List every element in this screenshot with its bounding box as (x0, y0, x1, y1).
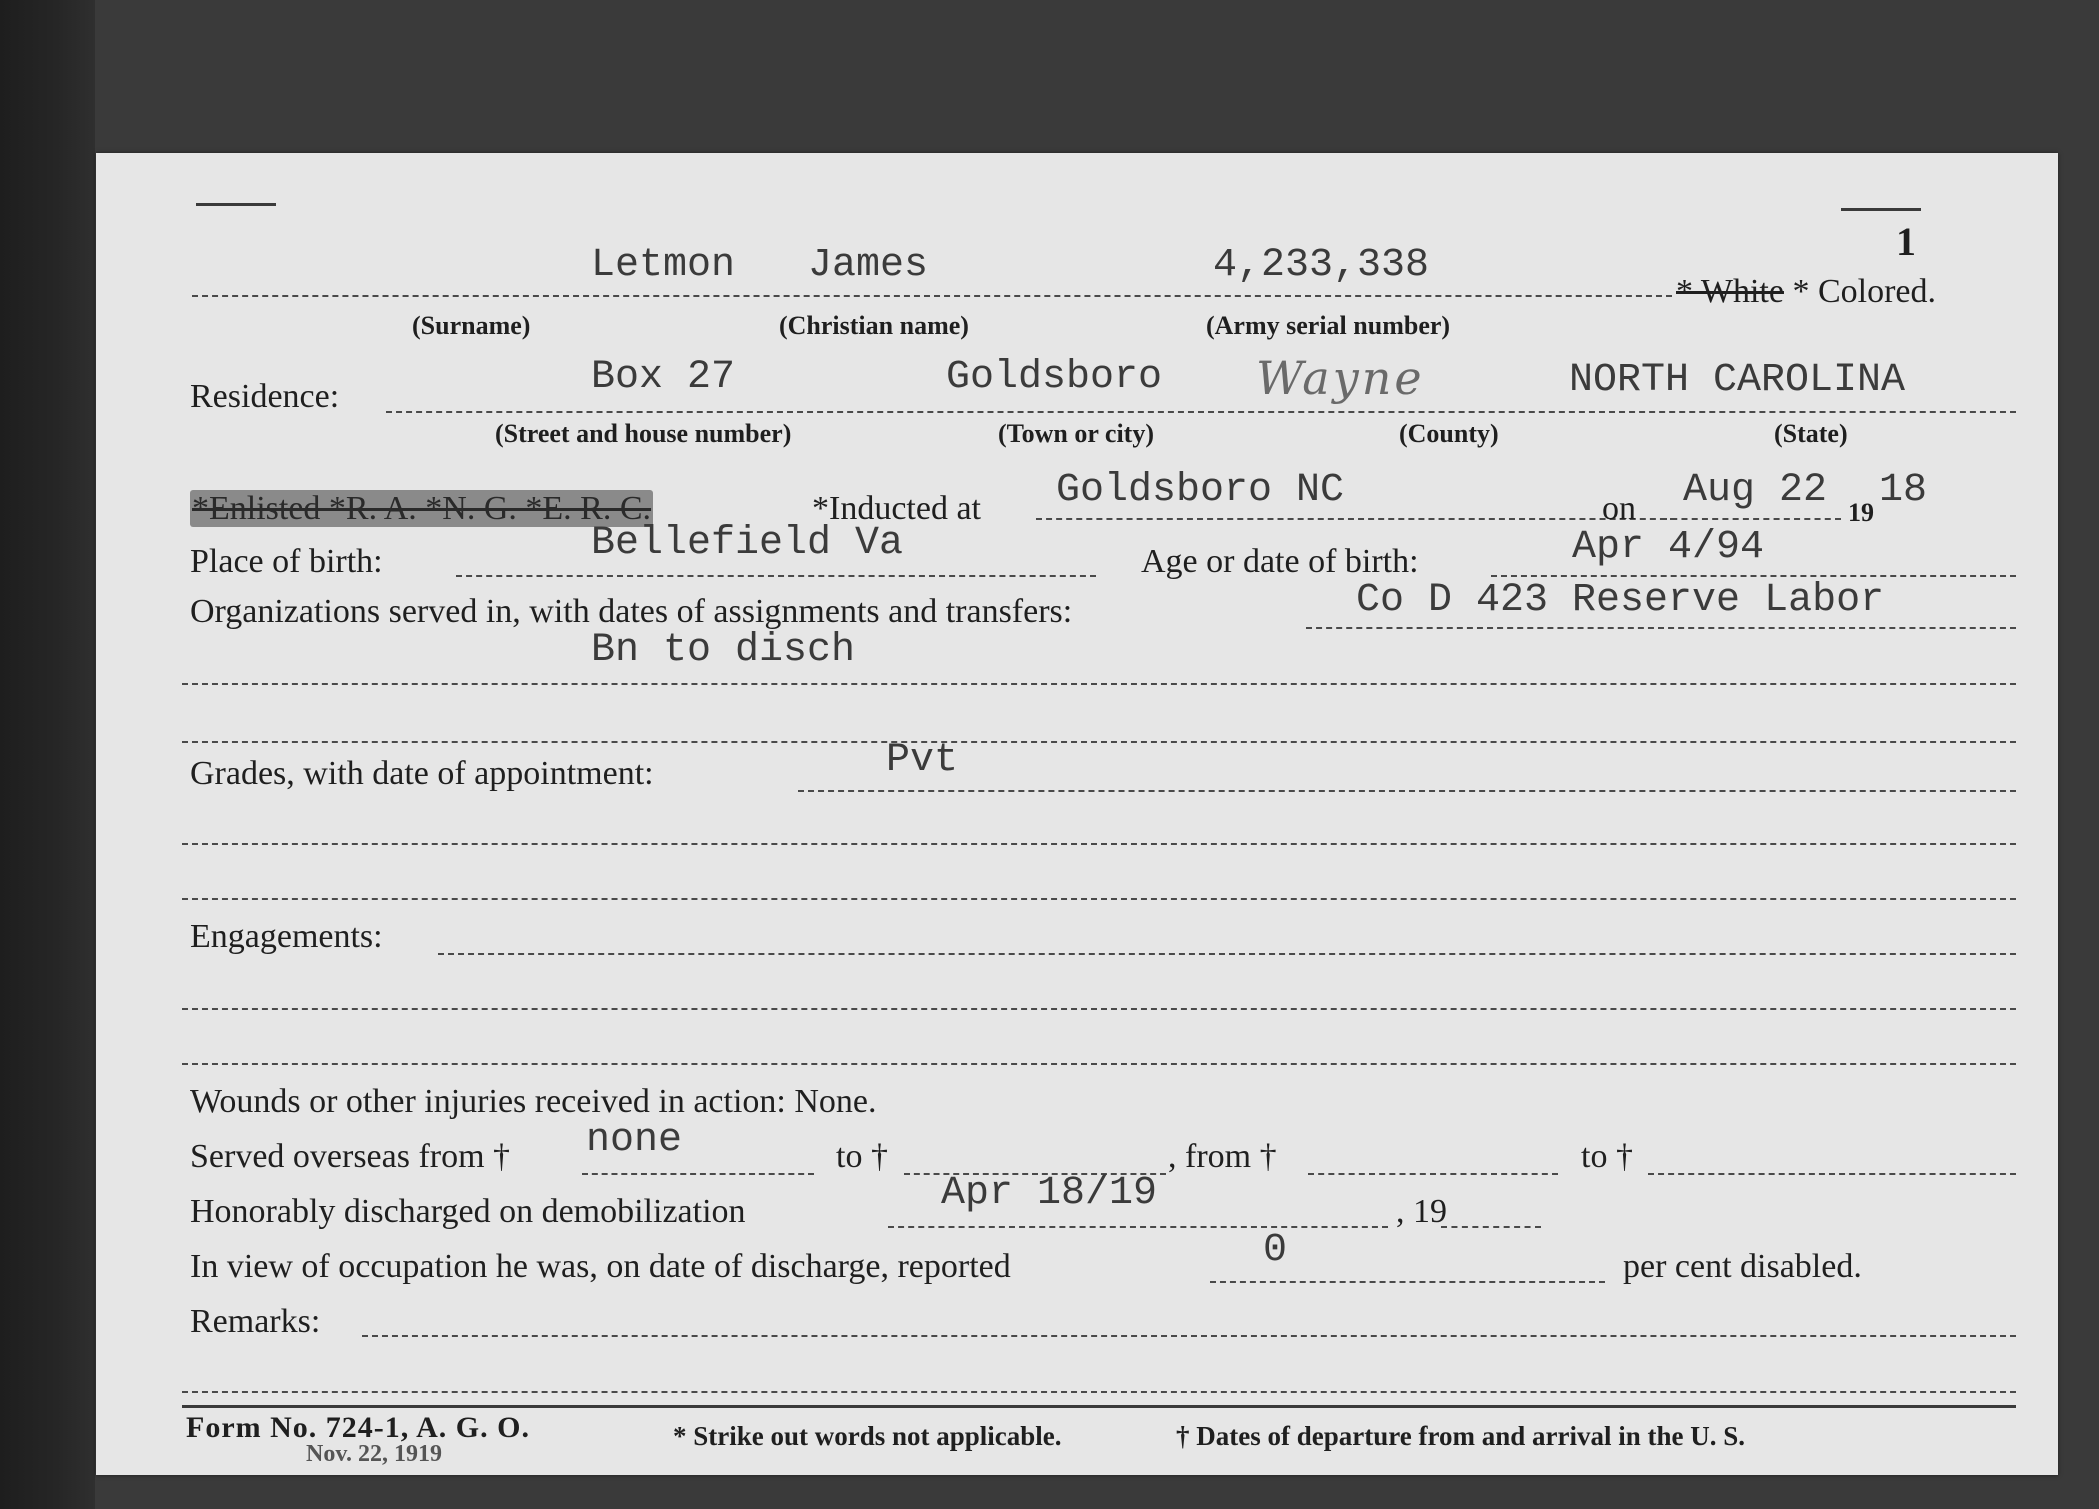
serial-caption: (Army serial number) (1206, 311, 1451, 340)
disability-label: In view of occupation he was, on date of discharge, reported (190, 1248, 1011, 1285)
overseas-label: Served overseas from † (190, 1138, 511, 1175)
disability-line (1210, 1281, 1605, 1283)
on-label: on (1602, 490, 1636, 527)
organizations-line-1 (1306, 627, 2016, 629)
birthplace-value: Bellefield Va (591, 521, 904, 566)
discharge-date-line (888, 1226, 1388, 1228)
inducted-year-value: 18 (1879, 468, 1928, 513)
footer-rule (182, 1405, 2016, 1408)
disability-value: 0 (1263, 1228, 1288, 1273)
discharge-date-value: Apr 18/19 (941, 1171, 1158, 1216)
age-label: Age or date of birth: (1141, 543, 1419, 580)
overseas-from-line (582, 1173, 814, 1175)
inducted-date-value: Aug 22 (1683, 468, 1828, 513)
organizations-label: Organizations served in, with dates of assignments and transfers: (190, 593, 1073, 630)
inducted-label: *Inducted at (812, 490, 981, 527)
remarks-line-1 (362, 1335, 2016, 1337)
surname-value: Letmon (591, 243, 736, 288)
overseas-from-value: none (586, 1118, 683, 1163)
disability-suffix: per cent disabled. (1623, 1248, 1862, 1285)
town-value: Goldsboro (946, 355, 1163, 400)
service-record-card (96, 153, 2058, 1475)
organizations-line-2 (182, 683, 2016, 685)
overseas-to-label: to † (836, 1138, 888, 1175)
grades-label: Grades, with date of appointment: (190, 755, 654, 792)
surname-caption: (Surname) (412, 311, 531, 340)
state-caption: (State) (1774, 419, 1848, 448)
residence-label: Residence: (190, 378, 340, 415)
christian-name-caption: (Christian name) (779, 311, 969, 340)
discharge-year-label: , 19 (1396, 1193, 1447, 1230)
grades-line-3 (182, 898, 2016, 900)
birth-date-line (1491, 575, 2016, 577)
wounds-text: Wounds or other injuries received in action: None. (190, 1083, 877, 1120)
birthplace-label: Place of birth: (190, 543, 383, 580)
overseas-from-line-2 (1308, 1173, 1558, 1175)
grades-line-1 (798, 790, 2016, 792)
organizations-line-3 (182, 741, 2016, 743)
form-number: Form No. 724-1, A. G. O. (186, 1411, 530, 1444)
county-caption: (County) (1399, 419, 1499, 448)
top-left-rule (196, 203, 276, 206)
top-right-rule (1841, 208, 1921, 211)
name-line (192, 295, 1672, 297)
inducted-date-line (1661, 518, 1841, 520)
engagements-line-1 (438, 953, 2016, 955)
inducted-place-value: Goldsboro NC (1056, 468, 1345, 513)
overseas-to-line-2 (1648, 1173, 2016, 1175)
year-prefix: 19 (1848, 498, 1874, 527)
organizations-value-2: Bn to disch (591, 628, 856, 673)
page-number: 1 (1896, 219, 1916, 264)
state-value: NORTH CAROLINA (1569, 358, 1906, 403)
remarks-label: Remarks: (190, 1303, 321, 1340)
serial-number-value: 4,233,338 (1213, 243, 1430, 288)
overseas-from-label-2: , from † (1168, 1138, 1277, 1175)
form-date: Nov. 22, 1919 (306, 1441, 443, 1467)
residence-line (386, 411, 2016, 413)
birth-date-value: Apr 4/94 (1572, 525, 1765, 570)
discharge-year-line (1441, 1226, 1541, 1228)
engagements-label: Engagements: (190, 918, 383, 955)
remarks-line-2 (182, 1391, 2016, 1393)
grade-value: Pvt (886, 738, 959, 783)
discharged-label: Honorably discharged on demobilization (190, 1193, 746, 1230)
organizations-value-1: Co D 423 Reserve Labor (1356, 578, 1885, 623)
street-caption: (Street and house number) (495, 419, 792, 448)
race-colored: * Colored. (1792, 273, 1937, 310)
footnote-strike: * Strike out words not applicable. (673, 1421, 1062, 1451)
scan-background (0, 0, 95, 1509)
birthplace-line (456, 575, 1096, 577)
race-options (1676, 273, 1936, 311)
inducted-place-line (1036, 518, 1676, 520)
footnote-dates: † Dates of departure from and arrival in the U. S. (1176, 1421, 1745, 1451)
engagements-line-3 (182, 1063, 2016, 1065)
grades-line-2 (182, 843, 2016, 845)
county-value: Wayne (1256, 351, 1425, 405)
engagements-line-2 (182, 1008, 2016, 1010)
overseas-to-label-2: to † (1581, 1138, 1633, 1175)
race-white: * White (1676, 273, 1784, 310)
street-value: Box 27 (591, 355, 736, 400)
town-caption: (Town or city) (998, 419, 1154, 448)
enlist-options: *Enlisted *R. A. *N. G. *E. R. C. (192, 490, 652, 527)
christian-name-value: James (808, 243, 929, 288)
